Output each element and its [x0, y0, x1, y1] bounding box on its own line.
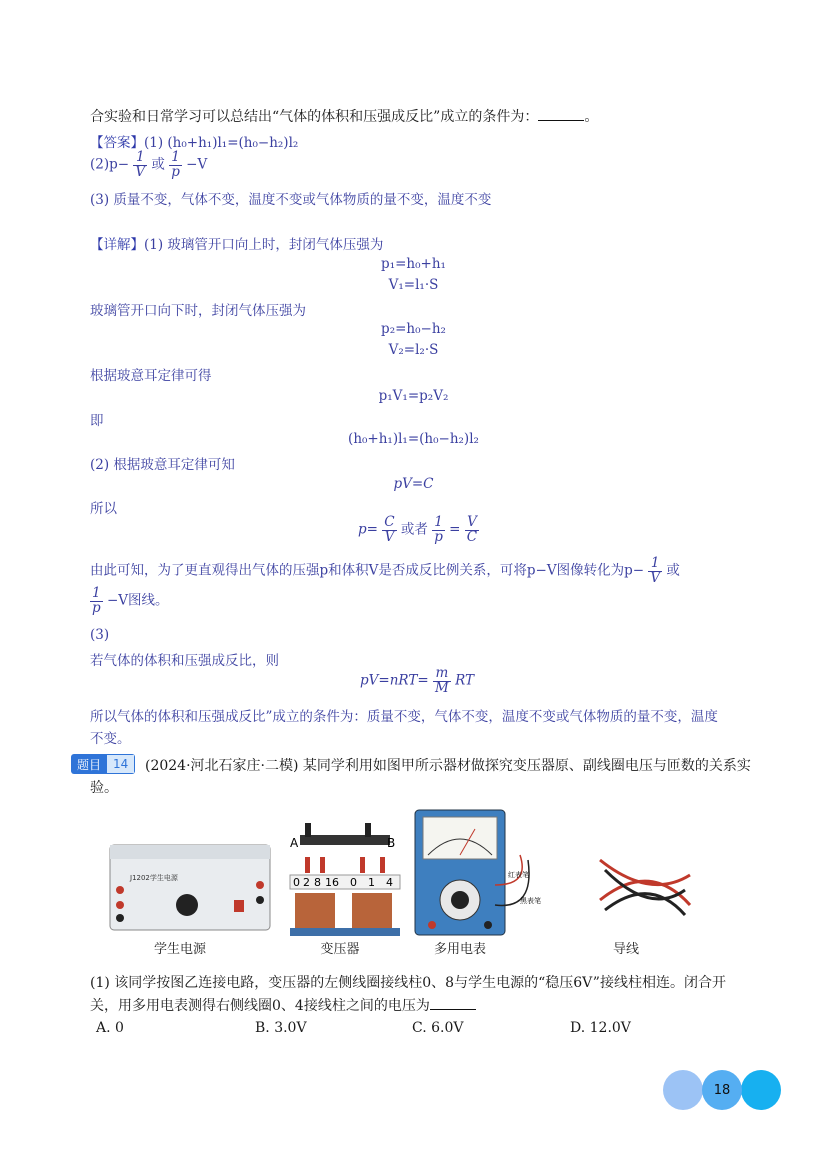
- detail-7-end: 或: [666, 562, 680, 579]
- option-d[interactable]: D. 12.0V: [570, 1020, 631, 1036]
- terminal-0: 0: [293, 876, 300, 889]
- caption-transformer: 变压器: [320, 942, 360, 957]
- eq-frac-or: 或者: [400, 521, 428, 538]
- detail-11: 所以气体的体积和压强成反比”成立的条件为：质量不变，气体不变，温度不变或气体物质的量不变，温度: [90, 709, 718, 725]
- answer-1: [90, 131, 298, 151]
- detail-1: [90, 233, 383, 253]
- detail-5: (2) 根据玻意耳定律可知: [90, 457, 235, 473]
- page-number: 18: [702, 1070, 742, 1110]
- power-supply-image: [110, 845, 270, 930]
- detail-8: [90, 587, 169, 615]
- q1-text-1: (1) 该同学按图乙连接电路，变压器的左侧线圈接线柱0、8与学生电源的“稳压6V”接线柱相连。闭合开: [90, 975, 726, 991]
- eq-pvc: pV=C: [393, 476, 434, 492]
- top-line: [90, 106, 598, 126]
- question-text-1: (2024·河北石家庄·二模) 某同学利用如图甲所示器材做探究变压器原、副线圈电压与匝数的关系实: [145, 758, 751, 774]
- answer-2-post: −V: [186, 156, 208, 173]
- question-label: 题目: [71, 754, 107, 774]
- eq-nrt-pre: pV=nRT=: [360, 672, 429, 689]
- eq-v1: V₁=l₁·S: [388, 277, 439, 293]
- answer-2: [90, 151, 207, 179]
- detail-8-text: −V图线。: [106, 592, 169, 609]
- answer-blank: [538, 108, 584, 121]
- detail-9: (3): [90, 627, 110, 643]
- caption-multimeter: 多用电表: [433, 942, 486, 957]
- top-line-end: 。: [584, 109, 599, 125]
- q1-text-2-content: 关，用多用电表测得右侧线圈0、4接线柱之间的电压为: [90, 998, 430, 1014]
- detail-2: 玻璃管开口向下时，封闭气体压强为: [90, 303, 306, 319]
- probe-red-label: 红表笔: [508, 871, 529, 879]
- eq-nrt-post: RT: [455, 672, 474, 689]
- transformer-image: [290, 823, 400, 936]
- eq-p2: p₂=h₀−h₂: [381, 321, 446, 337]
- detail-12: 不变。: [90, 731, 131, 747]
- detail-tag: 【详解】: [90, 237, 144, 253]
- question-badge: [71, 754, 135, 774]
- terminal-0b: 0: [350, 876, 357, 889]
- power-supply-label: J1202学生电源: [130, 874, 178, 882]
- page-circle-left: [663, 1070, 703, 1110]
- eq-frac-pre: p=: [358, 521, 378, 538]
- answer-2-or: 或: [151, 156, 165, 173]
- eq-frac-equals: =: [449, 521, 461, 538]
- option-b[interactable]: B. 3.0V: [255, 1020, 307, 1036]
- answer-3: (3) 质量不变，气体不变，温度不变或气体物质的量不变，温度不变: [90, 192, 492, 208]
- multimeter-image: [415, 810, 541, 935]
- caption-wires: 导线: [612, 942, 639, 957]
- detail-6: 所以: [90, 501, 117, 517]
- terminal-4: 4: [386, 876, 393, 889]
- detail-3: 根据玻意耳定律可得: [90, 368, 212, 384]
- detail-4: 即: [90, 413, 104, 429]
- eq-nrt: [360, 667, 474, 695]
- detail-7: [90, 557, 680, 585]
- terminal-2: 2: [303, 876, 310, 889]
- wires-image: [600, 860, 690, 915]
- transformer-label-a: A: [290, 836, 299, 850]
- fraction-v-over-c: $\frac{V}{C}$: [466, 514, 478, 545]
- terminal-1: 1: [368, 876, 375, 889]
- detail-1-text: (1) 玻璃管开口向上时，封闭气体压强为: [144, 237, 384, 253]
- answer-1-text: (1) (h₀+h₁)l₁=(h₀−h₂)l₂: [144, 135, 299, 151]
- transformer-label-b: B: [387, 836, 396, 850]
- question-text-2: 验。: [90, 780, 118, 796]
- q1-blank: [430, 997, 476, 1010]
- detail-10: 若气体的体积和压强成反比，则: [90, 653, 279, 669]
- eq-v2: V₂=l₂·S: [388, 342, 439, 358]
- page-circle-right: [741, 1070, 781, 1110]
- caption-power-supply: 学生电源: [153, 942, 206, 957]
- fraction-1-over-p-c: $\frac{1}{p}$: [92, 585, 101, 616]
- q1-text-2: [90, 995, 476, 1015]
- terminal-8: 8: [314, 876, 321, 889]
- fraction-1-over-v: $\frac{1}{V}$: [135, 149, 146, 180]
- answer-2-pre: (2)p−: [90, 156, 130, 173]
- probe-black-label: 黑表笔: [520, 897, 541, 905]
- fraction-1-over-p-b: $\frac{1}{p}$: [434, 514, 443, 545]
- eq-pv: p₁V₁=p₂V₂: [378, 388, 449, 404]
- answer-tag: 【答案】: [90, 135, 144, 151]
- eq-fraction-line: [358, 516, 479, 544]
- fraction-1-over-v-b: $\frac{1}{V}$: [650, 555, 661, 586]
- top-line-text: 合实验和日常学习可以总结出“气体的体积和压强成反比”成立的条件为：: [90, 109, 539, 125]
- question-number: 14: [107, 754, 135, 774]
- terminal-16: 16: [325, 876, 339, 889]
- fraction-1-over-p: $\frac{1}{p}$: [171, 149, 180, 180]
- fraction-m-over-M: $\frac{m}{M}$: [434, 665, 449, 696]
- eq-p1: p₁=h₀+h₁: [381, 256, 446, 272]
- option-a[interactable]: A. 0: [96, 1020, 124, 1036]
- eq-h: (h₀+h₁)l₁=(h₀−h₂)l₂: [348, 431, 479, 447]
- detail-7-text: 由此可知，为了更直观得出气体的压强p和体积V是否成反比例关系，可将p−V图像转化为p−: [90, 562, 645, 579]
- fraction-c-over-v: $\frac{C}{V}$: [384, 514, 395, 545]
- option-c[interactable]: C. 6.0V: [412, 1020, 464, 1036]
